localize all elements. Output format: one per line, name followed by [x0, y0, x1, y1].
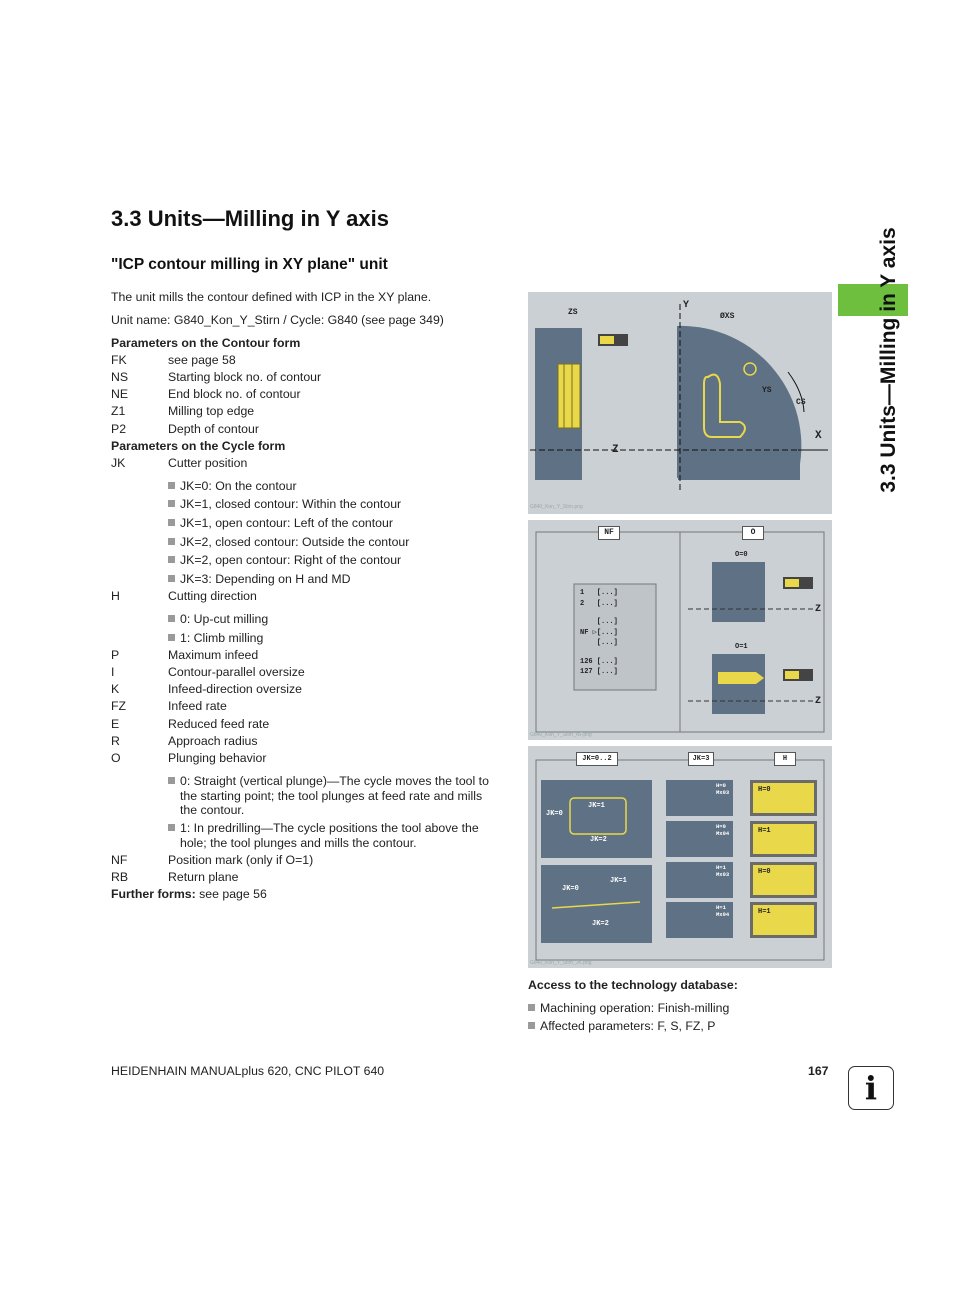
param-row: H Cutting direction — [111, 589, 257, 603]
jk0-label: JK=0 — [562, 885, 579, 893]
contour-form-heading: Parameters on the Contour form — [111, 336, 301, 350]
param-row: E Reduced feed rate — [111, 717, 270, 731]
param-row: NF Position mark (only if O=1) — [111, 853, 314, 867]
unit-name: Unit name: G840_Kon_Y_Stirn / Cycle: G840 (see page 349) — [111, 313, 444, 327]
mid-label: H=1 Mx04 — [716, 904, 730, 918]
param-row: K Infeed-direction oversize — [111, 682, 302, 696]
jk1-label: JK=1 — [610, 877, 627, 885]
jk2-label: JK=2 — [592, 920, 609, 928]
figure-filename: G840_Kon_Y_Stirn.png — [530, 504, 583, 510]
mid-label: H=1 Mx03 — [716, 864, 730, 878]
o1-label: O=1 — [735, 643, 748, 651]
o0-label: O=0 — [735, 551, 748, 559]
jk0-label: JK=0 — [546, 810, 563, 818]
figure-position-mark-drawing — [528, 520, 832, 740]
cycle-form-heading: Parameters on the Cycle form — [111, 439, 286, 453]
z-axis-label: Z — [612, 444, 619, 456]
param-row: FK see page 58 — [111, 353, 236, 367]
further-forms: Further forms: see page 56 — [111, 887, 267, 901]
h-box-label: H=0 — [758, 868, 771, 876]
tab-nf: NF — [598, 526, 620, 540]
info-glyph: i — [864, 1069, 878, 1107]
figure-position-mark — [528, 520, 832, 740]
param-row: FZ Infeed rate — [111, 699, 227, 713]
tab-jk-0-2: JK=0..2 — [576, 752, 618, 766]
figure-filename: G840_Kon_Y_Stirn_JK.png — [530, 960, 592, 966]
param-row: I Contour-parallel oversize — [111, 665, 305, 679]
list-item: Affected parameters: F, S, FZ, P — [528, 1019, 715, 1034]
jk2-label: JK=2 — [590, 836, 607, 844]
section-title: 3.3 Units—Milling in Y axis — [111, 206, 389, 231]
unit-title: "ICP contour milling in XY plane" unit — [111, 256, 388, 273]
xs-label: ØXS — [720, 312, 735, 321]
list-item: Machining operation: Finish-milling — [528, 1001, 729, 1016]
x-axis-label: X — [815, 430, 822, 442]
list-item: JK=2, open contour: Right of the contour — [168, 553, 401, 567]
tab-h: H — [774, 752, 796, 766]
list-item: JK=0: On the contour — [168, 479, 297, 493]
figure-contour-milling-drawing — [528, 292, 832, 514]
list-item-continuation: hole; the tool plunges and mills the contour. — [180, 836, 417, 850]
z-axis-label: Z — [815, 604, 822, 615]
list-item: 0: Up-cut milling — [168, 612, 268, 626]
param-row: RB Return plane — [111, 870, 239, 884]
list-item: JK=2, closed contour: Outside the contour — [168, 535, 409, 549]
h-box-label: H=0 — [758, 786, 771, 794]
list-item: 0: Straight (vertical plunge)—The cycle moves the tool to — [168, 774, 489, 788]
tab-jk-3: JK=3 — [688, 752, 714, 766]
param-row: Z1 Milling top edge — [111, 404, 255, 418]
y-axis-label: Y — [683, 300, 690, 311]
list-item: JK=1, open contour: Left of the contour — [168, 516, 393, 530]
figure-cutter-position-drawing — [528, 746, 832, 968]
list-item: JK=3: Depending on H and MD — [168, 572, 351, 586]
zs-label: ZS — [568, 308, 578, 317]
param-row: P2 Depth of contour — [111, 422, 259, 436]
cs-label: CS — [796, 398, 806, 407]
list-item: 1: Climb milling — [168, 631, 263, 645]
list-item-continuation: the starting point; the tool plunges at feed rate and mills — [180, 789, 483, 803]
list-item: 1: In predrilling—The cycle positions the tool above the — [168, 821, 479, 835]
tab-o: O — [742, 526, 764, 540]
param-row: NS Starting block no. of contour — [111, 370, 322, 384]
access-heading: Access to the technology database: — [528, 978, 738, 992]
h-box-label: H=1 — [758, 827, 771, 835]
figure-cutter-position — [528, 746, 832, 968]
figure-contour-milling — [528, 292, 832, 514]
mid-label: H=0 Mx04 — [716, 823, 730, 837]
param-row: O Plunging behavior — [111, 751, 267, 765]
jk1-label: JK=1 — [588, 802, 605, 810]
mid-label: H=0 Mx03 — [716, 782, 730, 796]
z-axis-label: Z — [815, 696, 822, 707]
program-listing: 1 [...] 2 [...] [...] NF ▷[...] [...] 126 [...] 127 [...] — [580, 589, 618, 676]
list-item: JK=1, closed contour: Within the contour — [168, 497, 401, 511]
param-row: JK Cutter position — [111, 456, 248, 470]
figure-filename: G840_Kon_Y_Stirn_NF.png — [530, 732, 592, 738]
param-row: P Maximum infeed — [111, 648, 259, 662]
footer-text: HEIDENHAIN MANUALplus 620, CNC PILOT 640 — [111, 1064, 385, 1078]
page-number: 167 — [808, 1064, 829, 1078]
ys-label: YS — [762, 386, 772, 395]
info-icon — [848, 1066, 894, 1110]
intro-text: The unit mills the contour defined with ICP in the XY plane. — [111, 290, 432, 304]
list-item-continuation: the contour. — [180, 803, 245, 817]
param-row: NE End block no. of contour — [111, 387, 301, 401]
h-box-label: H=1 — [758, 908, 771, 916]
side-title: 3.3 Units—Milling in Y axis — [877, 227, 900, 493]
param-row: R Approach radius — [111, 734, 258, 748]
